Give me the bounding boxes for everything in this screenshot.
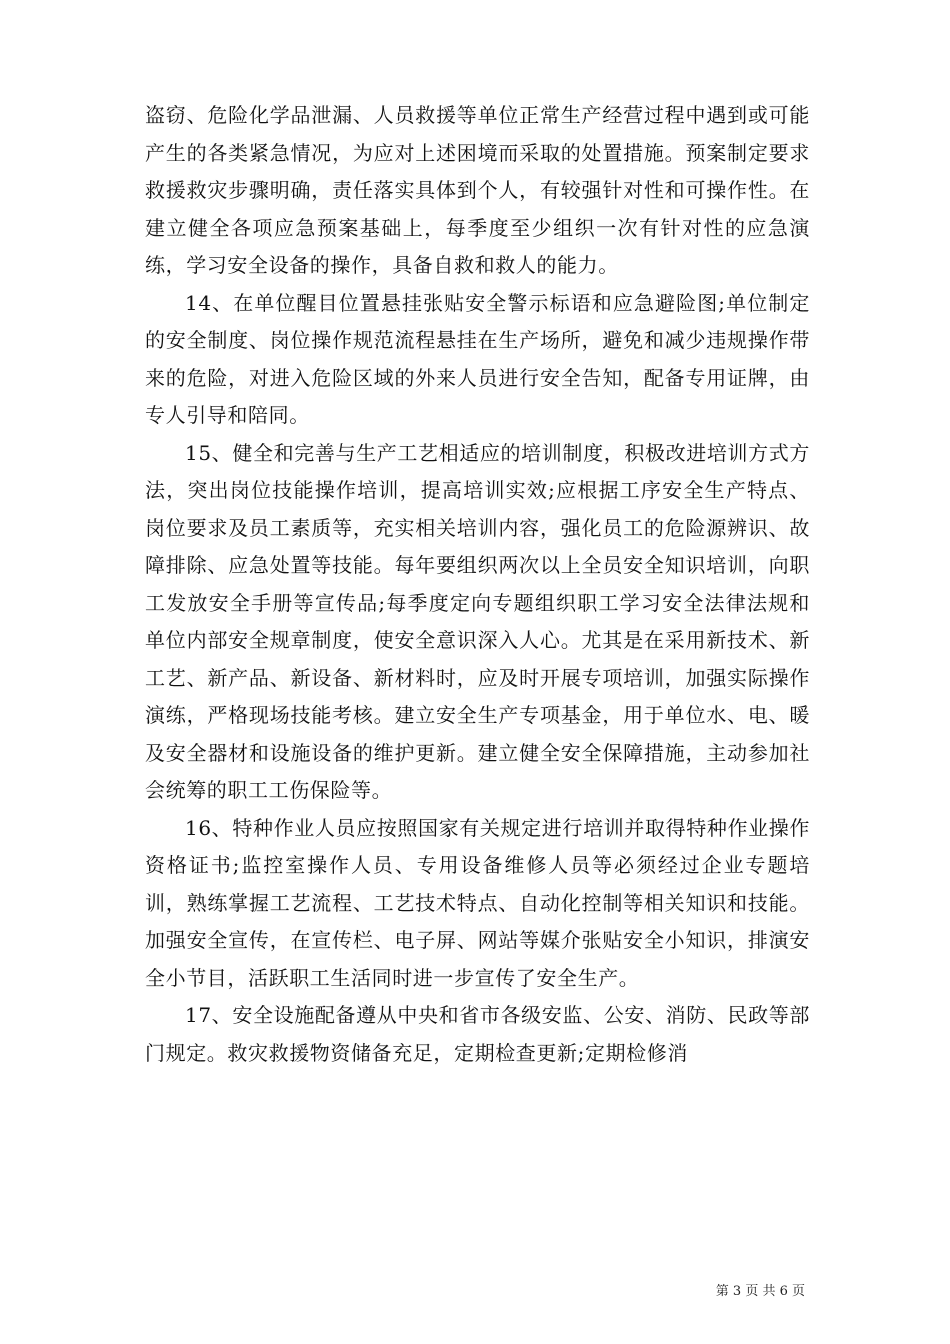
paragraph-item-17: 17、安全设施配备遵从中央和省市各级安监、公安、消防、民政等部门规定。救灾救援物资储备充足，定期检查更新;定期检修消 (145, 1003, 810, 1065)
paragraph-item-16: 16、特种作业人员应按照国家有关规定进行培训并取得特种作业操作资格证书;监控室操作人员、专用设备维修人员等必须经过企业专题培训，熟练掌握工艺流程、工艺技术特点、自动化控制等相关知识和技能。加强安全宣传，在宣传栏、电子屏、网站等媒介张贴安全小知识，排演安全小节目，活跃职工生活同时进一步宣传了安全生产。 (145, 815, 810, 990)
paragraph-item-14: 14、在单位醒目位置悬挂张贴安全警示标语和应急避险图;单位制定的安全制度、岗位操作规范流程悬挂在生产场所，避免和减少违规操作带来的危险，对进入危险区域的外来人员进行安全告知，配备专用证牌，由专人引导和陪同。 (145, 290, 810, 427)
paragraph-item-15: 15、健全和完善与生产工艺相适应的培训制度，积极改进培训方式方法，突出岗位技能操作培训，提高培训实效;应根据工序安全生产特点、岗位要求及员工素质等，充实相关培训内容，强化员工的危险源辨识、故障排除、应急处置等技能。每年要组织两次以上全员安全知识培训，向职工发放安全手册等宣传品;每季度定向专题组织职工学习安全法律法规和单位内部安全规章制度，使安全意识深入人心。尤其是在采用新技术、新工艺、新产品、新设备、新材料时，应及时开展专项培训，加强实际操作演练，严格现场技能考核。建立安全生产专项基金，用于单位水、电、暖及安全器材和设施设备的维护更新。建立健全安全保障措施，主动参加社会统筹的职工工伤保险等。 (145, 440, 810, 802)
document-body (145, 97, 810, 1072)
page-number-footer: 第 3 页 共 6 页 (715, 1284, 805, 1299)
paragraph-continuation: 盗窃、危险化学品泄漏、人员救援等单位正常生产经营过程中遇到或可能产生的各类紧急情况，为应对上述困境而采取的处置措施。预案制定要求救援救灾步骤明确，责任落实具体到个人，有较强针对性和可操作性。在建立健全各项应急预案基础上，每季度至少组织一次有针对性的应急演练，学习安全设备的操作，具备自救和救人的能力。 (145, 103, 810, 277)
